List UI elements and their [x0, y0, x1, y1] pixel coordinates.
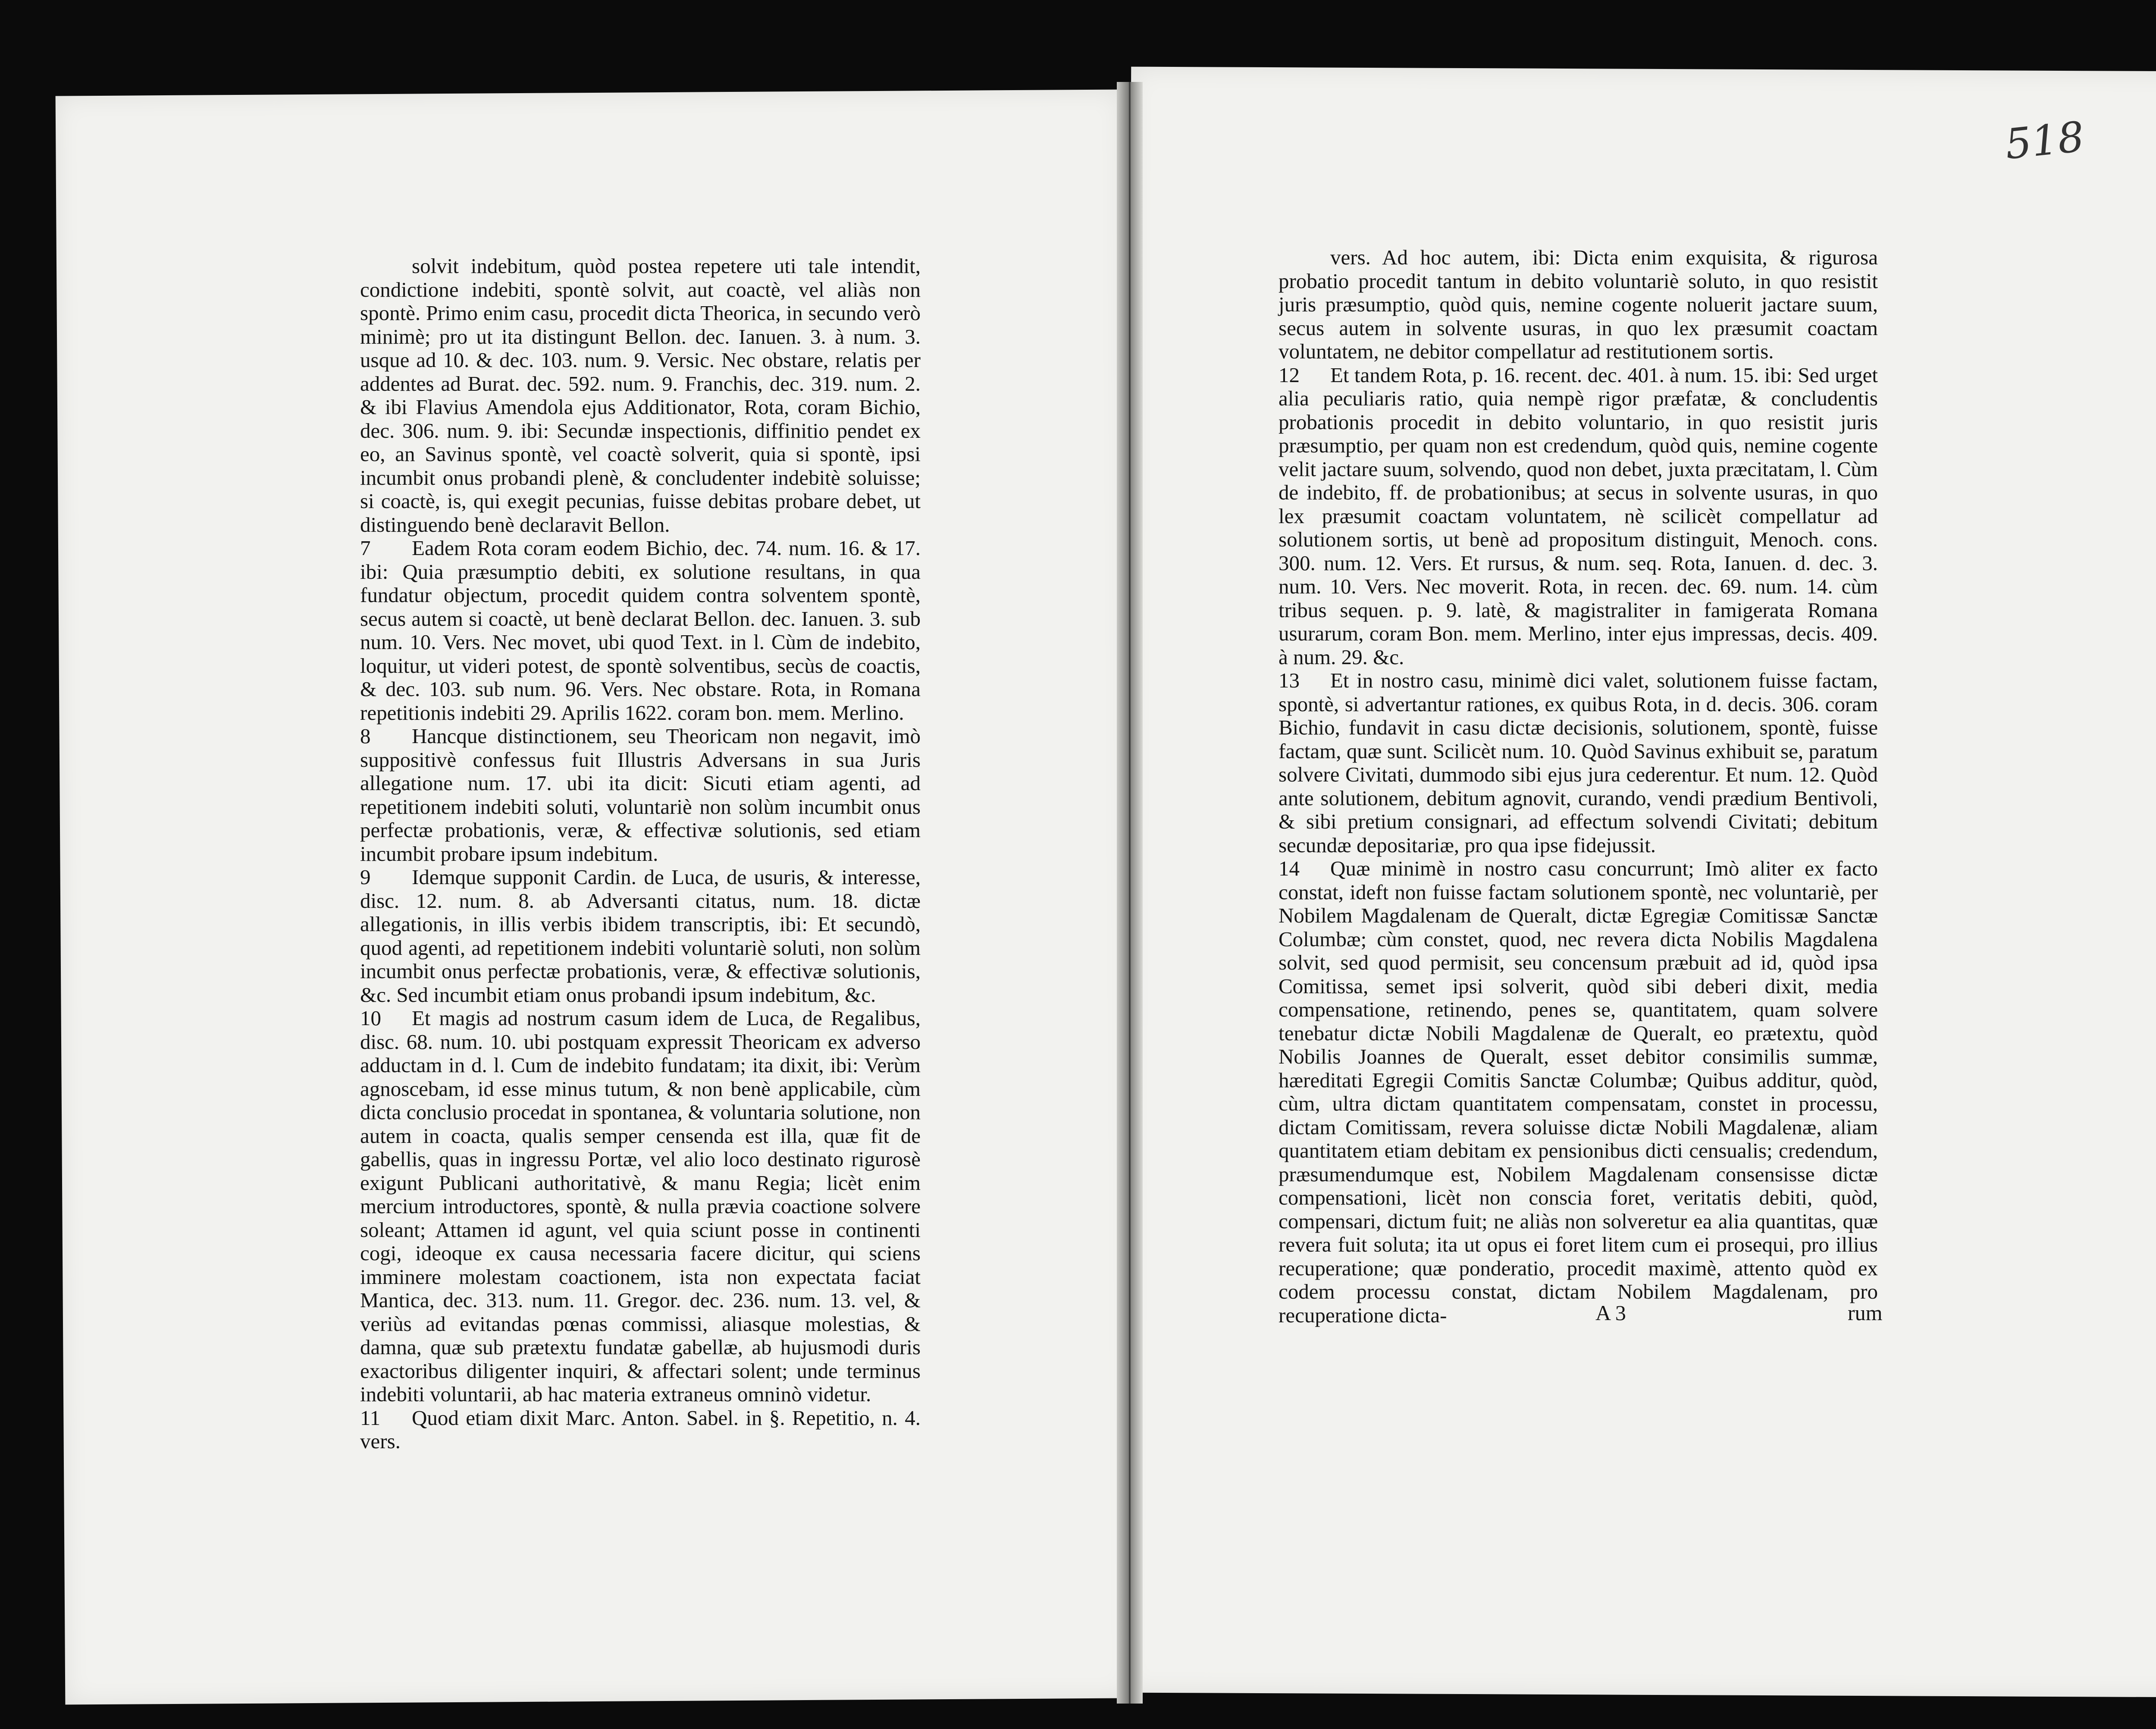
- paragraph-number: 14: [1279, 857, 1300, 880]
- book-gutter: [1117, 82, 1143, 1704]
- paragraph-text: solvit indebitum, quòd postea repetere uti tale intendit, condictione indebiti, spontè solvit, aut coactè, vel aliàs non spontè. Primo enim casu, procedit dicta Theorica, in secundo verò minimè; pro ut ita distingunt Bellon. dec. Ianuen. 3. à num. 3. usque ad 10. & dec. 103. num. 9. Versic. Nec obstare, relatis per addentes ad Burat. dec. 592. num. 9. Franchis, dec. 319. num. 2. & ibi Flavius Amendola ejus Additionator, Rota, coram Bichio, dec. 306. num. 9. ibi: Secundæ inspectionis, diffinitio pendet ex eo, an Savinus spontè, vel coactè solverit, quia si spontè, ipsi incumbit onus probandi plenè, & concludenter indebitè soluisse; si coactè, is, qui exegit pecunias, fuisse debitas probare debet, ut distinguendo benè declaravit Bellon.: [360, 254, 921, 537]
- paragraph-number: 8: [360, 724, 371, 748]
- paragraph-text: Quod etiam dixit Marc. Anton. Sabel. in §. Repetitio, n. 4. vers.: [360, 1406, 921, 1453]
- left-paragraph-4: [360, 1007, 921, 1406]
- left-paragraph-1: [360, 537, 921, 725]
- paragraph-text: Et magis ad nostrum casum idem de Luca, de Regalibus, disc. 68. num. 10. ubi postquam expressit Theoricam ex adverso adductam in d. l. Cum de indebito fundatam; ita dixit, ibi: Verùm agnoscebam, id esse minus tutum, & non benè applicabile, cùm dicta conclusio procedat in spontanea, & voluntaria solutione, non autem in coacta, qualis semper censenda est illa, quæ fit de gabellis, quas in ingressu Portæ, vel alio loco destinato rigurosè exigunt Publicani authoritativè, & manu Regia; licèt enim mercium introductores, spontè, & nulla prævia coactione solvere soleant; Attamen id agunt, vel quia sciunt posse in continenti cogi, ideoque ex causa necessaria facere dicitur, qui sciens imminere molestam coactionem, ista non expectata faciat Mantica, dec. 313. num. 11. Gregor. dec. 236. num. 13. vel, & veriùs ad evitandas pœnas commissi, aliasque molestias, & damna, quæ sub prætextu fundatæ gabellæ, ab hujusmodi duris exactoribus diligenter inquiri, & affectari solent; unde terminus indebiti voluntarii, ab hac materia extraneus omninò videtur.: [360, 1006, 921, 1406]
- paragraph-text: Quæ minimè in nostro casu concurrunt; Imò aliter ex facto constat, ideft non fuisse factam solutionem spontè, nec voluntariè, per Nobilem Magdalenam de Queralt, dictæ Egregiæ Comitissæ Sanctæ Columbæ; cùm constet, quod, nec revera dicta Nobilis Magdalena solvit, sed quod permisit, seu concensum præbuit ad id, quòd ipsa Comitissa, semet ipsi solverit, quòd sibi deberi dixit, media compensatione, retinendo, penes se, quantitatem, quam solvere tenebatur dictæ Nobili Magdalenæ de Queralt, eo prætextu, quòd Nobilis Joannes de Queralt, esset debitor consimilis summæ, hæreditati Egregii Comitis Sanctæ Columbæ; Quibus additur, quòd, cùm, ultra dictam quantitatem compensatam, constet in processu, dictam Comitissam, revera soluisse dictæ Nobili Magdalenæ, aliam quantitatem etiam debitam ex pensionibus dicti censualis; credendum, præsumendumque est, Nobilem Magdalenam consensisse dictæ compensationi, licèt non conscia foret, veritatis debiti, quòd, compensari, dictum fuit; ne aliàs non solveretur ea alia quantitas, quæ revera fuit soluta; ita ut opus ei foret litem cum ei prosequi, pro illius recuperatione; quæ ponderatio, procedit maximè, attento quòd ex codem processu constat, dictam Nobilem Magdalenam, pro recuperatione dicta-: [1279, 857, 1878, 1327]
- paragraph-number: 11: [360, 1406, 381, 1430]
- paragraph-text: vers. Ad hoc autem, ibi: Dicta enim exquisita, & rigurosa probatio procedit tantum in debito voluntariè soluto, in quo resistit juris præsumptio, quòd quis, nemine cogente noluerit jactare suum, secus autem in solvente usuras, in quo lex præsumit coactam voluntatem, ne debitor compellatur ad restitutionem sortis.: [1279, 245, 1878, 363]
- left-text-column: [360, 254, 921, 1453]
- page-number: 518: [2002, 112, 2087, 169]
- paragraph-number: 7: [360, 536, 371, 560]
- signature-mark: A 3: [1595, 1301, 1626, 1325]
- paragraph-text: Et in nostro casu, minimè dici valet, solutionem fuisse factam, spontè, si advertantur rationes, ex quibus Rota, in d. decis. 306. coram Bichio, fundavit in casu dictæ decisionis, solutionem, spontè, fuisse factam, quæ sunt. Scilicèt num. 10. Quòd Savinus exhibuit se, paratum solvere Civitati, dummodo sibi ejus jura cederentur. Et num. 12. Quòd ante solutionem, debitum agnovit, curando, vendi prædium Bentivoli, & sibi pretium consignari, ad effectum solvendi Civitati; debitum secundæ depositariæ, pro qua ipse fidejussit.: [1279, 668, 1878, 857]
- left-paragraph-3: [360, 866, 921, 1007]
- right-text-column: [1279, 246, 1878, 1327]
- right-paragraph-3: [1279, 857, 1878, 1327]
- left-paragraph-2: [360, 725, 921, 866]
- paragraph-number: 10: [360, 1006, 381, 1030]
- paragraph-number: 13: [1279, 668, 1300, 692]
- left-paragraph-0: [360, 254, 921, 537]
- paragraph-text: Hancque distinctionem, seu Theoricam non negavit, imò suppositivè confessus fuit Illustris Adversans in sua Juris allegatione num. 17. ubi ita dicit: Sicuti etiam agenti, ad repetitionem indebiti soluti, voluntariè non solùm incumbit onus perfectæ probationis, veræ, & effectivæ solutionis, sed etiam incumbit probare ipsum indebitum.: [360, 724, 921, 866]
- right-paragraph-0: [1279, 246, 1878, 364]
- left-paragraph-5: [360, 1406, 921, 1453]
- right-paragraph-1: [1279, 364, 1878, 669]
- paragraph-text: Et tandem Rota, p. 16. recent. dec. 401. à num. 15. ibi: Sed urget alia peculiaris ratio, quia nempè rigor præfatæ, & concludentis probationis procedit in debito voluntario, in quo resistit juris præsumptio, per quam non est credendum, quòd quis, nemine cogente velit jactare suum, solvendo, quod non debet, juxta præcitatam, l. Cùm de indebito, ff. de probationibus; at secus in solvente usuras, in quo lex præsumit coactam voluntatem, nè scilicèt compellatur ad solutionem sortis, ut benè ad propositum distinguit, Menoch. cons. 300. num. 12. Vers. Et rursus, & num. seq. Rota, Ianuen. d. dec. 3. num. 10. Vers. Nec moverit. Rota, in recen. dec. 69. num. 14. cùm tribus sequen. p. 9. latè, & magistraliter in famigerata Romana usurarum, coram Bon. mem. Merlino, inter ejus impressas, decis. 409. à num. 29. &c.: [1279, 363, 1878, 669]
- paragraph-number: 12: [1279, 363, 1300, 387]
- paragraph-number: 9: [360, 865, 371, 889]
- right-paragraph-2: [1279, 669, 1878, 857]
- catchword: rum: [1848, 1301, 1883, 1325]
- paragraph-text: Idemque supponit Cardin. de Luca, de usuris, & interesse, disc. 12. num. 8. ab Adversanti citatus, num. 18. dictæ allegationis, in illis verbis ibidem transcriptis, ibi: Et secundò, quod agenti, ad repetitionem indebiti voluntariè soluti, non solùm incumbit onus perfectæ probationis, veræ, & effectivæ solutionis, &c. Sed incumbit etiam onus probandi ipsum indebitum, &c.: [360, 865, 921, 1007]
- paragraph-text: Eadem Rota coram eodem Bichio, dec. 74. num. 16. & 17. ibi: Quia præsumptio debiti, ex solutione resultans, in qua fundatur objectum, procedit quidem contra solventem spontè, secus autem si coactè, ut benè declarat Bellon. dec. Ianuen. 3. sub num. 10. Vers. Nec movet, ubi quod Text. in l. Cùm de indebito, loquitur, ut videri potest, de spontè solventibus, secùs de coactis, & dec. 103. sub num. 96. Vers. Nec obstare. Rota, in Romana repetitionis indebiti 29. Aprilis 1622. coram bon. mem. Merlino.: [360, 536, 921, 725]
